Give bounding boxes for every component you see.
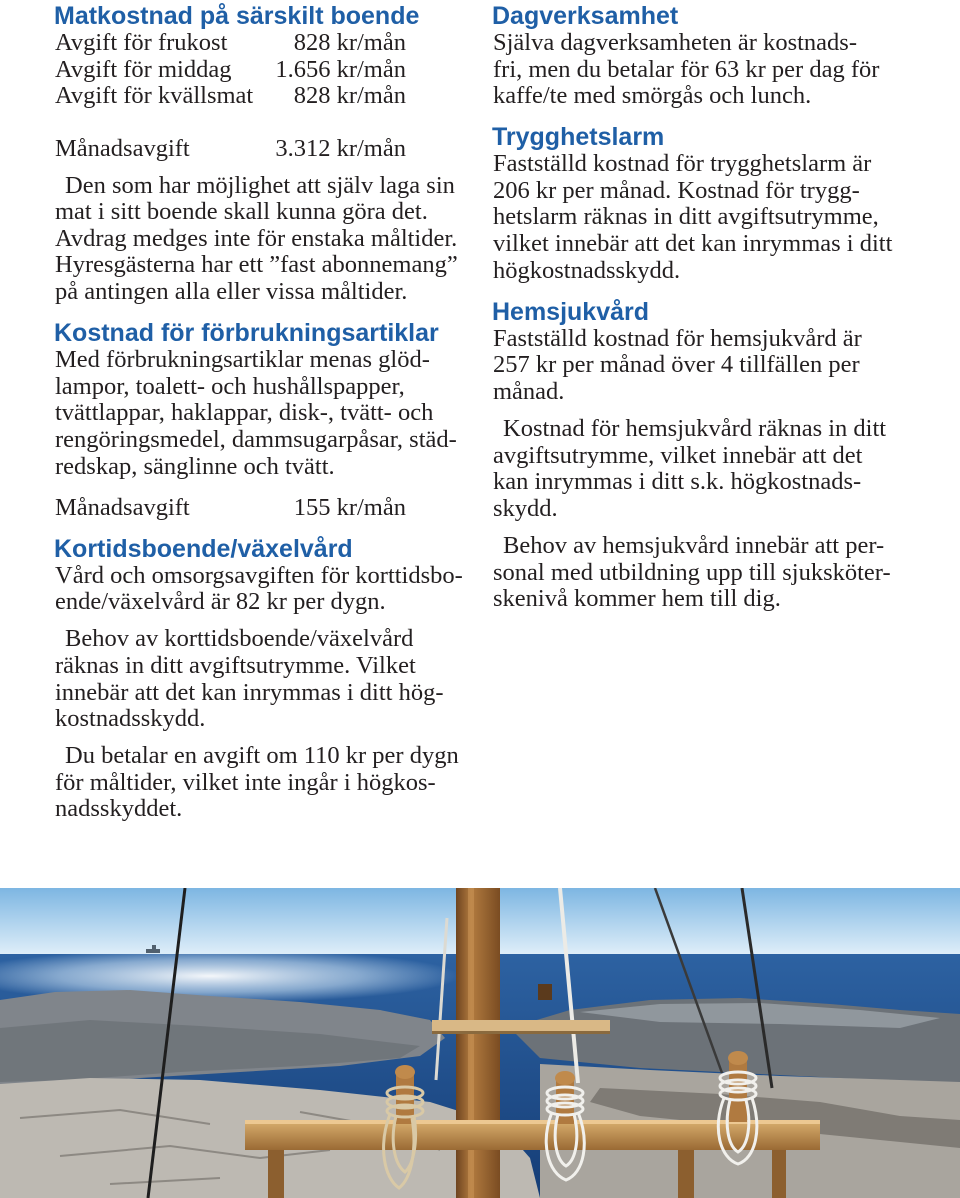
wooden-crossbar-shadow	[432, 1031, 610, 1034]
fee-label: Avgift för frukost	[55, 29, 228, 56]
body-paragraph: Själva dagverksamheten är kostnads- fri, men du betalar för 63 kr per dag för kaffe/te med smörgås och lunch.	[493, 29, 880, 110]
wooden-mast	[456, 888, 500, 1198]
fee-row-supper	[55, 83, 406, 110]
fee-amount: 828 kr/mån	[293, 29, 406, 56]
fee-amount: 1.656 kr/mån	[275, 55, 406, 83]
belaying-pin-knob	[728, 1051, 748, 1065]
fee-amount: 155 kr/mån	[293, 493, 406, 521]
fee-row-dinner	[55, 57, 406, 84]
section-heading: Hemsjukvård	[492, 297, 650, 326]
body-paragraph: Behov av hemsjukvård innebär att per- sonal med utbildning upp till sjuksköter- skenivå kommer hem till dig.	[493, 531, 891, 613]
rail-support	[772, 1150, 786, 1198]
section-day-activity	[493, 2, 933, 110]
rail-support	[678, 1150, 694, 1198]
fee-amount: 3.312 kr/mån	[275, 135, 406, 163]
wooden-crossbar	[432, 1020, 610, 1031]
section-heading: Matkostnad på särskilt boende	[54, 2, 420, 30]
fee-row-breakfast	[55, 30, 406, 57]
left-column	[55, 0, 475, 823]
section-home-care	[493, 298, 933, 613]
right-column	[493, 0, 933, 613]
body-paragraph: Fastställd kostnad för trygghetslarm är 206 kr per månad. Kostnad för trygg- hetslarm räknas in ditt avgiftsutrymme, vilket innebär att det kan inrymmas i ditt högkostnadsskydd.	[493, 150, 893, 284]
fee-label: Månadsavgift	[55, 135, 190, 163]
wooden-block	[538, 984, 552, 1000]
section-safety-alarm	[493, 123, 933, 284]
section-short-term-care	[55, 535, 475, 823]
wooden-pin-rail	[245, 1120, 820, 1150]
section-supplies-costs	[55, 319, 475, 521]
fee-label: Månadsavgift	[55, 493, 190, 521]
section-heading: Kortidsboende/växelvård	[54, 534, 353, 563]
body-paragraph: Fastställd kostnad för hemsjukvård är 257 kr per månad över 4 tillfällen per månad.	[493, 324, 862, 405]
harbor-photo	[0, 888, 960, 1198]
body-paragraph: Vård och omsorgsavgiften för korttidsbo- ende/växelvård är 82 kr per dygn.	[55, 561, 463, 616]
distant-ship	[146, 949, 160, 953]
wooden-mast-highlight	[468, 888, 474, 1198]
fee-label: Avgift för kvällsmat	[55, 82, 254, 110]
distant-ship-cabin	[152, 945, 156, 949]
rail-support	[268, 1150, 284, 1198]
belaying-pin-knob	[555, 1071, 575, 1085]
fee-label: Avgift för middag	[55, 55, 232, 83]
section-heading: Kostnad för förbrukningsartiklar	[54, 319, 439, 348]
body-paragraph: Behov av korttidsboende/växelvård räknas in ditt avgiftsutrymme. Vilket innebär att det kan inrymmas i ditt hög- kostnadsskydd.	[55, 625, 444, 733]
belaying-pin-knob	[395, 1065, 415, 1079]
body-paragraph: Den som har möjlighet att själv laga sin mat i sitt boende skall kunna göra det. Avdrag medges inte för enstaka måltider. Hyresgästerna har ett ”fast abonnemang” på antingen alla eller vissa måltider.	[55, 171, 458, 306]
body-paragraph: Kostnad för hemsjukvård räknas in ditt avgiftsutrymme, vilket innebär att det kan inrymmas i ditt s.k. högkostnads- skydd.	[493, 415, 887, 522]
section-meal-costs	[55, 2, 475, 306]
fee-amount: 828 kr/mån	[293, 82, 406, 110]
section-heading: Trygghetslarm	[492, 123, 665, 152]
body-paragraph: Du betalar en avgift om 110 kr per dygn för måltider, vilket inte ingår i högkos- nadsskyddet.	[55, 742, 459, 823]
monthly-fee-row	[55, 136, 406, 163]
section-heading: Dagverksamhet	[492, 2, 679, 30]
monthly-fee-row	[55, 495, 406, 522]
body-paragraph: Med förbrukningsartiklar menas glöd- lampor, toalett- och hushållspapper, tvättlappar, haklappar, disk-, tvätt- och rengöringsmedel, dammsugarpåsar, städ- redskap, sänglinne och tvätt.	[55, 346, 457, 480]
